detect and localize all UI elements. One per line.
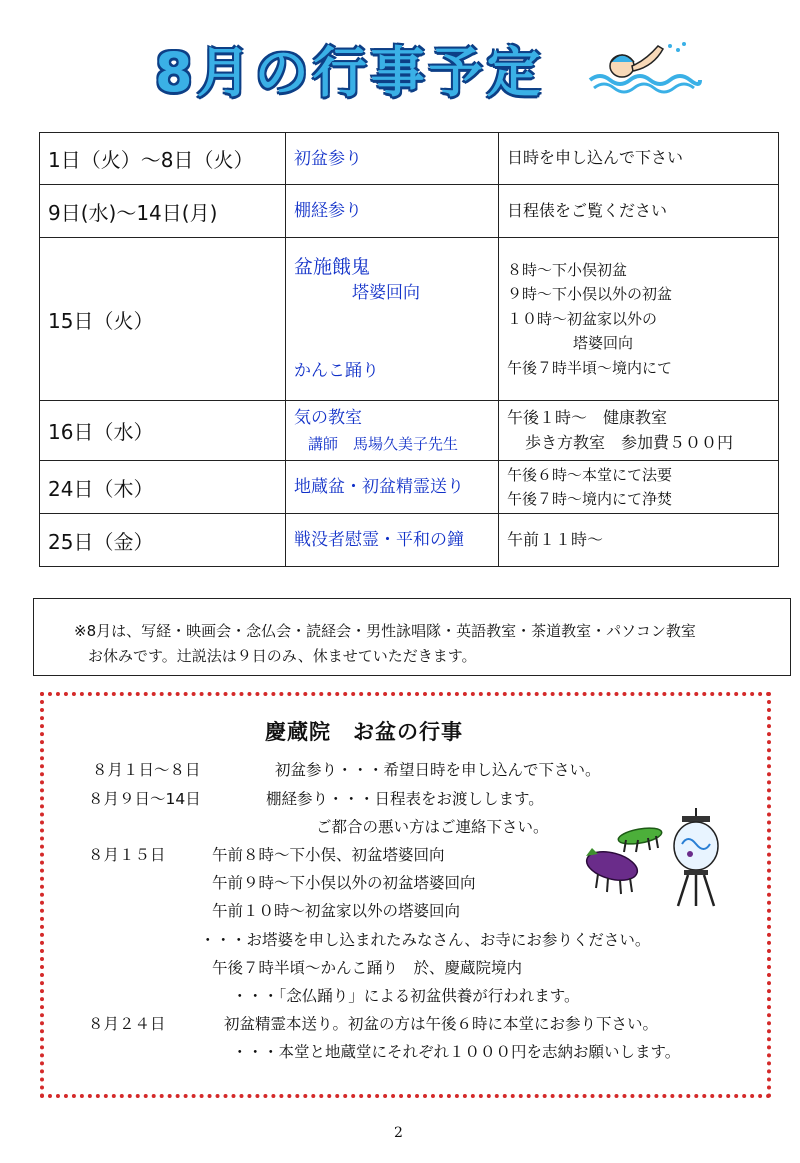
obon-line: [232, 1040, 680, 1062]
date-cell: 16日（水）: [40, 401, 286, 461]
note-text: 塔婆回向: [573, 334, 634, 353]
note-text: 午後１時～ 健康教室: [507, 408, 668, 427]
date-cell: 1日（火）～8日（火）: [40, 133, 286, 185]
event-text: 盆施餓鬼: [294, 256, 371, 278]
date-cell: 25日（金）: [40, 514, 286, 567]
table-row: [40, 514, 779, 567]
obon-text: 棚経参り・・・日程表をお渡しします。: [266, 790, 544, 808]
obon-line: [232, 984, 580, 1006]
note-cell: [499, 133, 779, 185]
note-text: 日程俵をご覧ください: [507, 200, 668, 220]
note-cell: [499, 514, 779, 567]
page-number: 2: [394, 1125, 403, 1141]
table-row: [40, 133, 779, 185]
obon-date: ８月１５日: [88, 846, 166, 864]
event-text: 初盆参り: [294, 148, 362, 169]
schedule-table: [39, 132, 779, 567]
notice-line: ※8月は、写経・映画会・念仏会・読経会・男性詠唱隊・英語教室・茶道教室・パソコン教室: [74, 622, 696, 640]
closure-notice: [33, 598, 791, 676]
obon-text: ・・・本堂と地蔵堂にそれぞれ１０００円を志納お願いします。: [232, 1043, 681, 1061]
obon-text: 午前８時～下小俣、初盆塔婆回向: [212, 846, 445, 864]
obon-line: [92, 758, 601, 780]
obon-line: [88, 1012, 658, 1034]
obon-text: 午後７時半頃～かんこ踊り 於、慶蔵院境内: [212, 959, 523, 977]
obon-text: 午前９時～下小俣以外の初盆塔婆回向: [212, 874, 476, 892]
note-text: 午後６時～本堂にて法要: [507, 465, 673, 484]
note-cell: [499, 238, 779, 401]
obon-text: ・・・お塔婆を申し込まれたみなさん、お寺にお参りください。: [200, 931, 651, 949]
event-text: 地蔵盆・初盆精霊送り: [294, 477, 464, 497]
note-text: １０時～初盆家以外の: [507, 309, 658, 328]
table-row: [40, 401, 779, 461]
event-cell: [286, 238, 499, 401]
obon-date: ８月２４日: [88, 1015, 166, 1033]
obon-title: 慶蔵院 お盆の行事: [265, 720, 463, 744]
obon-line: [212, 899, 460, 921]
event-text: 塔婆回向: [352, 283, 420, 303]
obon-date: ８月１日～８日: [92, 761, 201, 779]
event-text: 棚経参り: [294, 201, 362, 221]
note-cell: [499, 401, 779, 461]
event-text: 戦没者慰霊・平和の鐘: [294, 530, 464, 550]
swimmer-icon: [586, 36, 702, 94]
event-cell: [286, 461, 499, 514]
obon-decoration-icon: [578, 806, 728, 908]
event-text: かんこ踊り: [294, 361, 379, 381]
obon-date: ８月９日～14日: [88, 790, 201, 808]
date-cell: 24日（木）: [40, 461, 286, 514]
table-row: [40, 461, 779, 514]
note-text: 午後７時半頃～境内にて: [507, 358, 673, 377]
date-cell: 9日(水)～14日(月): [40, 185, 286, 238]
table-row: [40, 185, 779, 238]
obon-line: [212, 956, 522, 978]
obon-text: 初盆精霊本送り。初盆の方は午後６時に本堂にお参り下さい。: [224, 1015, 659, 1033]
note-text: 午前１１時～: [507, 529, 604, 549]
event-cell: [286, 514, 499, 567]
obon-text: 初盆参り・・・希望日時を申し込んで下さい。: [275, 761, 601, 779]
page-title: 8月の行事予定: [155, 41, 545, 104]
obon-text: 午前１０時～初盆家以外の塔婆回向: [212, 902, 461, 920]
event-text: 気の教室: [294, 407, 362, 428]
note-cell: [499, 185, 779, 238]
note-text: ９時～下小俣以外の初盆: [507, 285, 673, 304]
table-row: [40, 238, 779, 401]
note-text: 日時を申し込んで下さい: [507, 148, 684, 168]
note-cell: [499, 461, 779, 514]
obon-text: ご都合の悪い方はご連絡下さい。: [316, 818, 549, 836]
event-cell: [286, 133, 499, 185]
note-text: ８時～下小俣初盆: [507, 260, 628, 279]
obon-line: [200, 928, 650, 950]
notice-line: お休みです。辻説法は９日のみ、休ませていただきます。: [88, 647, 477, 665]
obon-line: [212, 871, 476, 893]
obon-line: [88, 787, 544, 809]
date-cell: 15日（火）: [40, 238, 286, 401]
obon-line: [316, 815, 549, 837]
event-cell: [286, 185, 499, 238]
event-text: 講師 馬場久美子先生: [308, 434, 459, 453]
obon-line: [88, 843, 445, 865]
note-text: 歩き方教室 参加費５００円: [525, 432, 734, 452]
obon-text: ・・・「念仏踊り」による初盆供養が行われます。: [232, 987, 580, 1005]
event-cell: [286, 401, 499, 461]
note-text: 午後７時～境内にて浄焚: [507, 490, 673, 508]
